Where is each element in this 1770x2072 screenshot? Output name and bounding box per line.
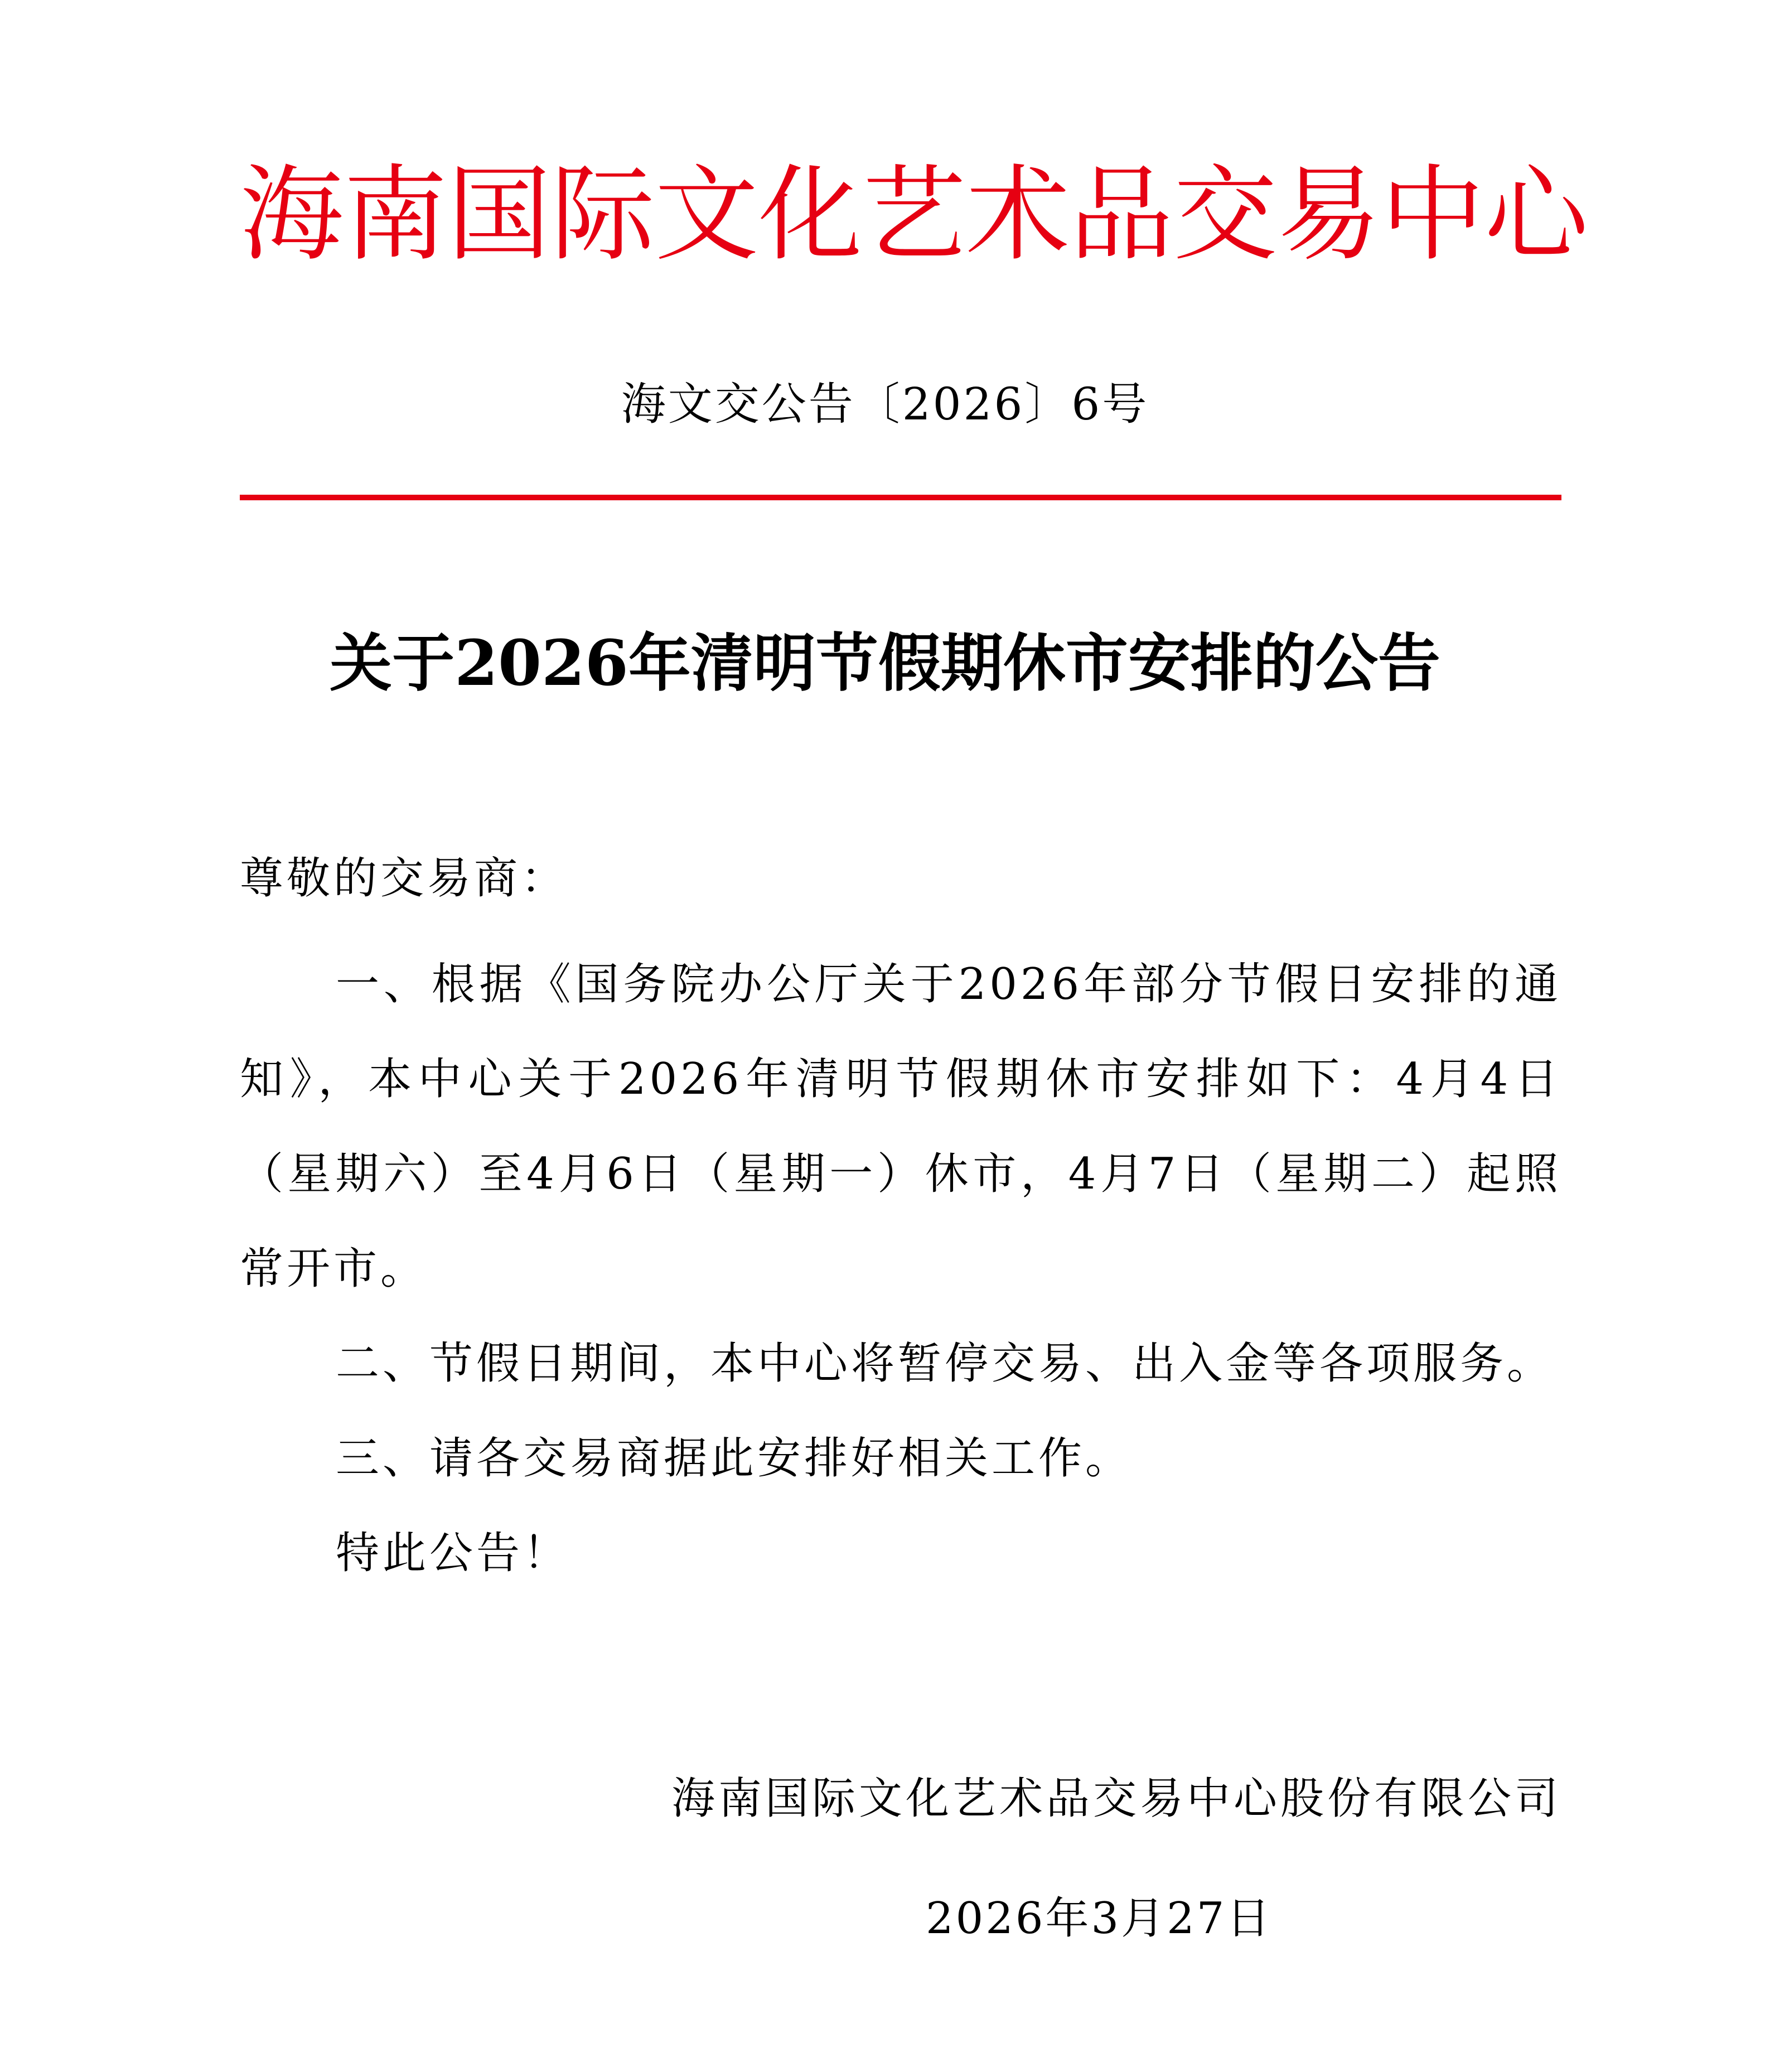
header-char: 品 <box>1070 154 1174 275</box>
salutation: 尊敬的交易商： <box>240 853 568 904</box>
header-char: 南 <box>344 154 448 275</box>
organization-header <box>240 151 1589 279</box>
document-body <box>240 937 1561 1601</box>
header-char: 艺 <box>862 154 966 275</box>
header-char: 易 <box>1277 154 1381 275</box>
header-char: 际 <box>551 154 655 275</box>
signature-date: 2026年3月27日 <box>926 1894 1273 1944</box>
red-divider-line <box>240 495 1561 500</box>
header-char: 心 <box>1484 154 1589 275</box>
paragraph-3: 三、请各交易商据此安排好相关工作。 <box>336 1433 1133 1484</box>
paragraph-2: 二、节假日期间，本中心将暂停交易、出入金等各项服务。 <box>336 1339 1554 1389</box>
signature-company: 海南国际文化艺术品交易中心股份有限公司 <box>671 1774 1561 1824</box>
document-title: 关于2026年清明节假期休市安排的公告 <box>330 627 1440 700</box>
header-char: 文 <box>655 154 759 275</box>
header-char: 海 <box>240 154 344 275</box>
closing-statement: 特此公告！ <box>336 1528 570 1578</box>
paragraph-1: 一、根据《国务院办公厅关于2026年部分节假日安排的通知》，本中心关于2026年清明节假期休市安排如下：4月4日（星期六）至4月6日（星期一）休市，4月7日（星期二）起照常开市。 <box>240 959 1561 1294</box>
header-char: 术 <box>966 154 1070 275</box>
header-char: 交 <box>1173 154 1278 275</box>
header-char: 国 <box>447 154 552 275</box>
document-number: 海文交公告〔2026〕6号 <box>621 378 1149 430</box>
header-char: 中 <box>1381 154 1485 275</box>
header-char: 化 <box>758 154 863 275</box>
